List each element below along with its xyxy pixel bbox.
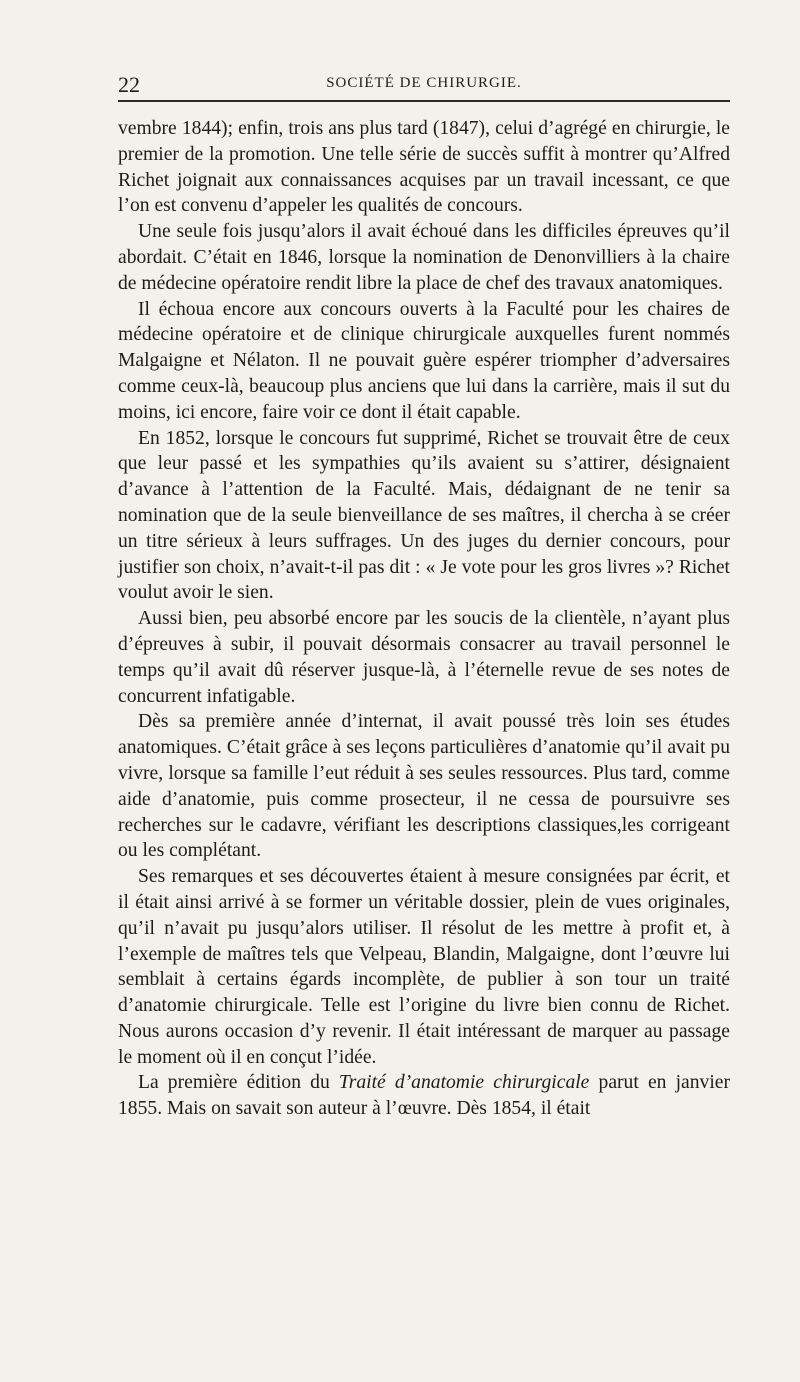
text-body [118,116,730,1122]
running-title: SOCIÉTÉ DE CHIRURGIE. [326,75,522,91]
paragraph: Aussi bien, peu absorbé encore par les soucis de la clientèle, n’ayant plus d’épreuves à subir, il pouvait désormais consacrer au travail personnel le temps qu’il avait dû réserver jusque-là, à l’éternelle revue de ses notes de concurrent infatigable. [118,608,730,707]
paragraph: En 1852, lorsque le concours fut supprimé, Richet se trouvait être de ceux que leur passé et les sympathies qu’ils avaient su s’attirer, désignaient d’avance à l’attention de la Faculté. Mais, dédaignant de ne tenir sa nomination que de la seule bienveillance de ses maîtres, il chercha à se créer un titre sérieux à leurs suffrages. Un des juges du dernier concours, pour justifier son choix, n’avait-t-il pas dit : « Je vote pour les gros livres »? Richet voulut avoir le sien. [118,427,730,604]
paragraph-last [118,1070,730,1122]
paragraph-last-end: parut en janvier 1855. Mais on savait son auteur à l’œuvre. Dès 1854, il était [118,1072,730,1120]
page-header [118,66,730,102]
paragraph: vembre 1844); enfin, trois ans plus tard (1847), celui d’agrégé en chirurgie, le premier de la promotion. Une telle série de succès suffit à montrer qu’Alfred Richet joignait aux connaissances acquises par un travail incessant, ce que l’on est convenu d’appeler les qualités de concours. [118,118,730,217]
book-title: Traité d’anatomie chirurgicale [338,1072,590,1094]
paragraph: Dès sa première année d’internat, il avait poussé très loin ses études anatomiques. C’était grâce à ses leçons particulières d’anatomie qu’il avait pu vivre, lorsque sa famille l’eut réduit à ses seules ressources. Plus tard, comme aide d’anatomie, puis comme prosecteur, il ne cessa de poursuivre ses recherches sur le cadavre, vérifiant les descriptions classiques,les corrigeant ou les complétant. [118,711,730,862]
paragraph: Une seule fois jusqu’alors il avait échoué dans les difficiles épreuves qu’il abordait. C’était en 1846, lorsque la nomination de Denonvilliers à la chaire de médecine opératoire rendit libre la place de chef des travaux anatomiques. [118,221,730,294]
paragraph: Il échoua encore aux concours ouverts à la Faculté pour les chaires de médecine opératoire et de clinique chirurgicale auxquelles furent nommés Malgaigne et Nélaton. Il ne pouvait guère espérer triompher d’adversaires comme ceux-là, beaucoup plus anciens que lui dans la carrière, mais il sut du moins, ici encore, faire voir ce dont il était capable. [118,298,730,423]
paragraph: Ses remarques et ses découvertes étaient à mesure consignées par écrit, et il était ainsi arrivé à se former un véritable dossier, plein de vues originales, qu’il n’avait pu jusqu’alors utiliser. Il résolut de les mettre à profit et, à l’exemple de maîtres tels que Velpeau, Blandin, Malgaigne, dont l’œuvre lui semblait à certains égards incomplète, de publier à son tour un traité d’anatomie chirurgicale. Telle est l’origine du livre bien connu de Richet. Nous aurons occasion d’y revenir. Il était intéressant de marquer au passage le moment où il en conçut l’idée. [118,866,730,1068]
paragraph-last-start: La première édition du [138,1072,339,1094]
page-number: 22 [118,72,140,97]
